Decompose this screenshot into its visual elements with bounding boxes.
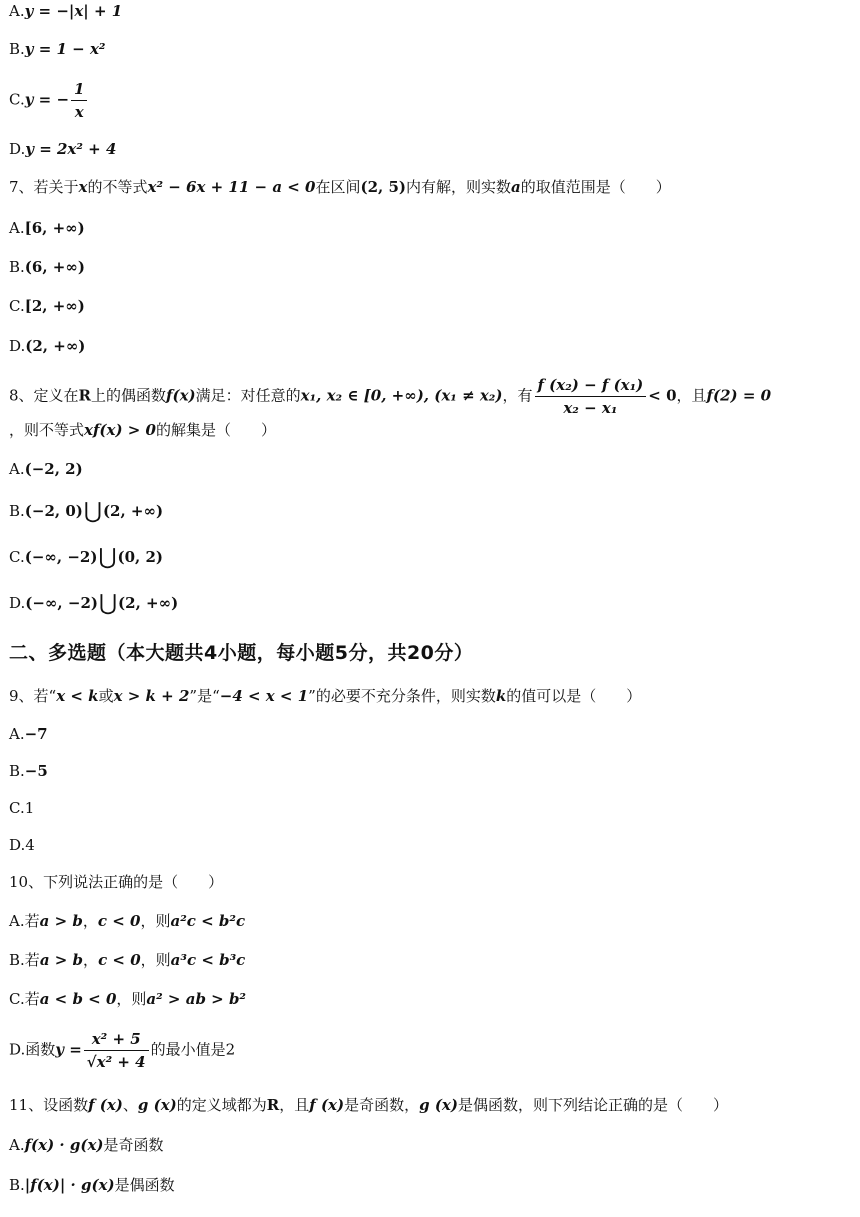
text: 是偶函数，则下列结论正确的是（ ）: [457, 1096, 728, 1114]
option-label: A.: [9, 725, 25, 743]
option-label: A.: [9, 219, 25, 237]
q10-option-b: [9, 949, 245, 971]
option-label: B.: [9, 258, 25, 276]
fraction-numerator: f (x₂) − f (x₁): [537, 376, 644, 394]
option-math: (2, +∞): [102, 502, 164, 520]
math: −4 < x < 1: [219, 687, 309, 705]
text: 的最小值是2: [150, 1040, 236, 1059]
q10-stem: 10、下列说法正确的是（ ）: [9, 873, 224, 891]
text: 若: [24, 912, 40, 930]
q8-stem-line1: [9, 374, 771, 419]
q11-option-a: [9, 1134, 164, 1156]
text: ”是“: [189, 687, 220, 705]
text: 的解集是（ ）: [156, 421, 277, 439]
math: a²c < b²c: [170, 912, 246, 930]
section-heading: 二、多选题（本大题共4小题，每小题5分，共20分）: [9, 642, 474, 664]
math: x < k: [56, 687, 99, 705]
q11-stem: [9, 1094, 728, 1116]
q10-option-a: [9, 910, 245, 932]
math: a³c < b³c: [170, 951, 246, 969]
option-math: y = −|x| + 1: [24, 2, 123, 20]
option-math: (−∞, −2): [24, 548, 98, 566]
option-label: C.: [9, 799, 25, 817]
option-label: C.: [9, 297, 25, 315]
text: 在区间: [315, 178, 361, 196]
fraction: [84, 1028, 149, 1073]
option-math: 1: [24, 799, 35, 817]
text: 或: [98, 687, 114, 705]
math: f(x): [166, 386, 196, 405]
option-label: B.: [9, 1176, 25, 1194]
q8-option-d: [9, 592, 178, 615]
option-math: (−2, 2): [24, 460, 83, 478]
option-math: (2, +∞): [25, 337, 86, 355]
text: ，: [82, 912, 98, 930]
option-label: B.: [9, 40, 25, 58]
text: 若: [24, 951, 40, 969]
text: ，且: [676, 386, 707, 405]
math: R: [78, 386, 92, 405]
q10-option-c: [9, 988, 246, 1010]
option-label: C.: [9, 548, 25, 566]
option-label: D.: [9, 1040, 26, 1059]
text: 11、设函数: [9, 1096, 89, 1114]
q7-option-d: [9, 335, 85, 357]
math: c < 0: [98, 951, 141, 969]
math: R: [266, 1096, 280, 1114]
option-label: C.: [9, 990, 25, 1008]
math: x: [78, 178, 88, 196]
text: 、: [122, 1096, 138, 1114]
text: 9、若“: [9, 687, 57, 705]
text: ，则: [140, 951, 171, 969]
option-math: [2, +∞): [24, 297, 85, 315]
text: ”的必要不充分条件，则实数: [308, 687, 496, 705]
q9-option-b: [9, 760, 48, 782]
text: 的定义域都为: [176, 1096, 267, 1114]
q6-option-d: [9, 138, 116, 160]
text: 的取值范围是（ ）: [520, 178, 671, 196]
math: k: [495, 687, 507, 705]
q8-option-a: [9, 458, 83, 480]
option-math: (2, +∞): [118, 594, 179, 612]
q8-stem-line2: [9, 419, 276, 441]
option-math: (−∞, −2): [25, 594, 98, 612]
q7-stem: [9, 176, 671, 198]
q7-option-c: [9, 295, 85, 317]
q7-option-b: [9, 256, 85, 278]
fraction-denominator: x: [71, 100, 87, 123]
math: f (x): [309, 1096, 345, 1114]
option-label: D.: [9, 836, 26, 854]
option-label: B.: [9, 502, 25, 520]
text: 若: [24, 990, 40, 1008]
q11-option-b: [9, 1174, 175, 1196]
option-math: (−2, 0): [24, 502, 83, 520]
math: < 0: [648, 386, 677, 405]
math: a² > ab > b²: [146, 990, 247, 1008]
math: x > k + 2: [113, 687, 190, 705]
option-label: C.: [9, 90, 25, 109]
q8-option-c: [9, 546, 163, 569]
math: f(x) · g(x): [24, 1136, 104, 1154]
math: a: [511, 178, 521, 196]
text: 是奇函数: [103, 1136, 164, 1154]
q6-option-a: [9, 0, 122, 22]
text: ，则: [140, 912, 171, 930]
math: f (x): [88, 1096, 123, 1114]
text: 函数: [25, 1040, 56, 1059]
text: ，有: [502, 386, 533, 405]
q6-option-c: [9, 78, 89, 123]
q10-option-d: [9, 1028, 235, 1073]
union-symbol: ⋃: [83, 499, 102, 524]
math: |f(x)| · g(x): [24, 1176, 115, 1194]
text: 的不等式: [87, 178, 148, 196]
q9-option-a: [9, 723, 48, 745]
option-math: (6, +∞): [24, 258, 85, 276]
text: 7、若关于: [9, 178, 79, 196]
math: a > b: [39, 912, 83, 930]
q7-option-a: [9, 217, 85, 239]
option-label: A.: [9, 2, 25, 20]
fraction-denominator: √x² + 4: [84, 1050, 149, 1073]
option-math: −5: [24, 762, 48, 780]
text: ，: [83, 951, 99, 969]
option-label: A.: [9, 912, 25, 930]
q9-stem: [9, 685, 641, 707]
math: f(2) = 0: [706, 386, 772, 405]
option-label: D.: [9, 140, 26, 158]
math: c < 0: [97, 912, 141, 930]
fraction: [535, 374, 647, 419]
union-symbol: ⋃: [98, 545, 117, 570]
text: 是奇函数，: [344, 1096, 420, 1114]
text: ，则: [116, 990, 147, 1008]
union-symbol: ⋃: [98, 591, 118, 616]
text: 的值可以是（ ）: [506, 687, 642, 705]
math: xf(x) > 0: [84, 421, 156, 439]
option-label: A.: [9, 1136, 25, 1154]
text: ，且: [279, 1096, 310, 1114]
text: ，则不等式: [9, 421, 85, 439]
q6-option-b: [9, 38, 106, 60]
math: g (x): [137, 1096, 177, 1114]
math: g (x): [419, 1096, 458, 1114]
math: (2, 5): [360, 178, 407, 196]
option-math: y = 2x² + 4: [25, 140, 117, 158]
text: 满足：对任意的: [195, 386, 301, 405]
option-math: [6, +∞): [24, 219, 85, 237]
fraction-numerator: x² + 5: [91, 1030, 141, 1048]
math: x₁, x₂ ∈ [0, +∞), (x₁ ≠ x₂): [300, 386, 503, 405]
option-label: B.: [9, 951, 25, 969]
q9-option-c: [9, 797, 34, 819]
option-math: −7: [24, 725, 48, 743]
option-label: D.: [9, 337, 26, 355]
option-math: y = 1 − x²: [24, 40, 106, 58]
text: 上的偶函数: [91, 386, 167, 405]
option-math: 4: [25, 836, 35, 854]
text: 内有解，则实数: [406, 178, 512, 196]
text: 8、定义在: [9, 386, 79, 405]
option-label: B.: [9, 762, 25, 780]
math: a > b: [39, 951, 84, 969]
q9-option-d: [9, 834, 35, 856]
option-math: (0, 2): [117, 548, 163, 566]
fraction-denominator: x₂ − x₁: [535, 396, 647, 419]
math: a < b < 0: [39, 990, 117, 1008]
q8-option-b: [9, 500, 163, 523]
option-label: A.: [9, 460, 25, 478]
fraction: [71, 78, 87, 123]
math: y =: [55, 1040, 82, 1059]
fraction-numerator: 1: [74, 80, 85, 98]
text: 是偶函数: [114, 1176, 175, 1194]
math: x² − 6x + 11 − a < 0: [147, 178, 316, 196]
option-math: y = −: [24, 90, 70, 109]
option-label: D.: [9, 594, 26, 612]
